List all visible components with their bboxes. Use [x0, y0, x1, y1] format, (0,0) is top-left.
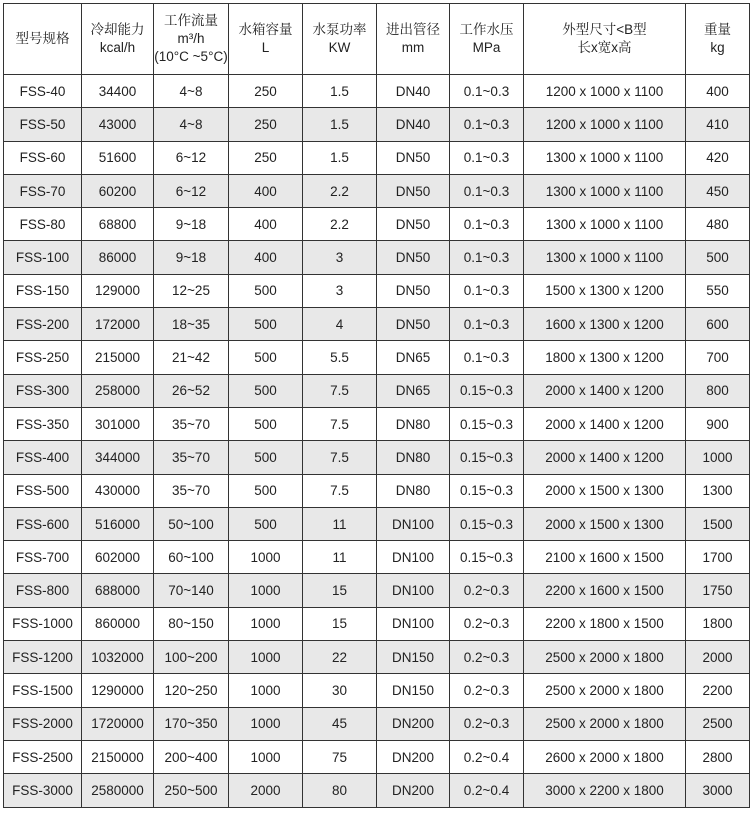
table-row — [4, 75, 750, 108]
cell-tank-capacity: 500 — [229, 507, 303, 540]
header-cooling-capacity-line: kcal/h — [99, 40, 136, 55]
cell-weight: 2000 — [686, 641, 750, 674]
cell-tank-capacity: 1000 — [229, 541, 303, 574]
header-pump-power-line: 水泵功率 — [312, 22, 367, 37]
cell-model: FSS-2000 — [4, 707, 82, 740]
cell-flow-rate: 200~400 — [154, 740, 229, 773]
table-row — [4, 507, 750, 540]
cell-cooling-capacity: 51600 — [82, 141, 154, 174]
cell-pipe-diameter: DN40 — [377, 108, 450, 141]
table-body — [4, 75, 750, 808]
cell-water-pressure: 0.15~0.3 — [450, 374, 524, 407]
table-row — [4, 274, 750, 307]
cell-cooling-capacity: 129000 — [82, 274, 154, 307]
header-model-line: 型号规格 — [15, 31, 70, 46]
table-row — [4, 241, 750, 274]
cell-pump-power: 3 — [303, 241, 377, 274]
cell-water-pressure: 0.2~0.3 — [450, 607, 524, 640]
cell-tank-capacity: 1000 — [229, 641, 303, 674]
cell-pump-power: 7.5 — [303, 441, 377, 474]
cell-dimensions: 2500 x 2000 x 1800 — [524, 707, 686, 740]
cell-model: FSS-70 — [4, 174, 82, 207]
cell-pipe-diameter: DN150 — [377, 674, 450, 707]
cell-flow-rate: 100~200 — [154, 641, 229, 674]
cell-weight: 2800 — [686, 740, 750, 773]
cell-pump-power: 5.5 — [303, 341, 377, 374]
cell-dimensions: 1500 x 1300 x 1200 — [524, 274, 686, 307]
cell-flow-rate: 250~500 — [154, 774, 229, 807]
header-weight — [686, 4, 750, 75]
cell-weight: 2200 — [686, 674, 750, 707]
cell-pump-power: 4 — [303, 308, 377, 341]
cell-weight: 900 — [686, 407, 750, 440]
cell-pipe-diameter: DN80 — [377, 441, 450, 474]
cell-cooling-capacity: 2150000 — [82, 740, 154, 773]
cell-water-pressure: 0.1~0.3 — [450, 141, 524, 174]
cell-weight: 500 — [686, 241, 750, 274]
cell-pump-power: 1.5 — [303, 75, 377, 108]
cell-model: FSS-50 — [4, 108, 82, 141]
cell-pipe-diameter: DN50 — [377, 174, 450, 207]
cell-model: FSS-1500 — [4, 674, 82, 707]
header-cooling-capacity-line: 冷却能力 — [90, 22, 145, 37]
table-row — [4, 740, 750, 773]
header-water-pressure-line: MPa — [472, 40, 501, 55]
cell-model: FSS-600 — [4, 507, 82, 540]
cell-flow-rate: 18~35 — [154, 308, 229, 341]
table-row — [4, 541, 750, 574]
cell-flow-rate: 9~18 — [154, 241, 229, 274]
table-row — [4, 341, 750, 374]
cell-dimensions: 2000 x 1500 x 1300 — [524, 474, 686, 507]
table-row — [4, 174, 750, 207]
cell-weight: 480 — [686, 208, 750, 241]
header-pipe-diameter-line: mm — [401, 40, 425, 55]
table-row — [4, 607, 750, 640]
table-row — [4, 407, 750, 440]
cell-water-pressure: 0.2~0.3 — [450, 674, 524, 707]
header-flow-rate — [154, 4, 229, 75]
header-pump-power-line: KW — [328, 40, 351, 55]
cell-dimensions: 1200 x 1000 x 1100 — [524, 108, 686, 141]
cell-weight: 600 — [686, 308, 750, 341]
cell-pipe-diameter: DN40 — [377, 75, 450, 108]
spec-table — [3, 3, 750, 808]
cell-flow-rate: 6~12 — [154, 174, 229, 207]
cell-model: FSS-200 — [4, 308, 82, 341]
cell-cooling-capacity: 86000 — [82, 241, 154, 274]
cell-tank-capacity: 1000 — [229, 740, 303, 773]
cell-dimensions: 1200 x 1000 x 1100 — [524, 75, 686, 108]
cell-weight: 1000 — [686, 441, 750, 474]
cell-flow-rate: 35~70 — [154, 474, 229, 507]
cell-pump-power: 30 — [303, 674, 377, 707]
header-model — [4, 4, 82, 75]
cell-pump-power: 1.5 — [303, 141, 377, 174]
cell-tank-capacity: 250 — [229, 75, 303, 108]
cell-weight: 400 — [686, 75, 750, 108]
cell-weight: 2500 — [686, 707, 750, 740]
cell-weight: 700 — [686, 341, 750, 374]
cell-tank-capacity: 250 — [229, 141, 303, 174]
cell-water-pressure: 0.1~0.3 — [450, 108, 524, 141]
header-tank-capacity-line: L — [261, 40, 270, 55]
cell-pump-power: 2.2 — [303, 174, 377, 207]
cell-pipe-diameter: DN80 — [377, 407, 450, 440]
cell-weight: 1700 — [686, 541, 750, 574]
cell-pump-power: 3 — [303, 274, 377, 307]
cell-tank-capacity: 250 — [229, 108, 303, 141]
cell-weight: 1800 — [686, 607, 750, 640]
cell-flow-rate: 26~52 — [154, 374, 229, 407]
cell-pump-power: 45 — [303, 707, 377, 740]
table-row — [4, 374, 750, 407]
cell-model: FSS-40 — [4, 75, 82, 108]
cell-dimensions: 2000 x 1400 x 1200 — [524, 441, 686, 474]
cell-dimensions: 2100 x 1600 x 1500 — [524, 541, 686, 574]
cell-flow-rate: 50~100 — [154, 507, 229, 540]
cell-model: FSS-80 — [4, 208, 82, 241]
cell-tank-capacity: 500 — [229, 374, 303, 407]
cell-model: FSS-150 — [4, 274, 82, 307]
cell-weight: 1500 — [686, 507, 750, 540]
cell-pump-power: 7.5 — [303, 374, 377, 407]
header-flow-rate-line: m³/h — [177, 31, 205, 46]
cell-cooling-capacity: 215000 — [82, 341, 154, 374]
cell-cooling-capacity: 516000 — [82, 507, 154, 540]
cell-dimensions: 1300 x 1000 x 1100 — [524, 174, 686, 207]
cell-cooling-capacity: 430000 — [82, 474, 154, 507]
cell-pump-power: 22 — [303, 641, 377, 674]
cell-water-pressure: 0.1~0.3 — [450, 308, 524, 341]
cell-dimensions: 1800 x 1300 x 1200 — [524, 341, 686, 374]
cell-pump-power: 80 — [303, 774, 377, 807]
cell-flow-rate: 21~42 — [154, 341, 229, 374]
table-row — [4, 141, 750, 174]
cell-tank-capacity: 1000 — [229, 707, 303, 740]
cell-tank-capacity: 1000 — [229, 607, 303, 640]
cell-pump-power: 11 — [303, 507, 377, 540]
header-dimensions-line: 外型尺寸<B型 — [562, 22, 647, 37]
cell-water-pressure: 0.15~0.3 — [450, 507, 524, 540]
cell-cooling-capacity: 34400 — [82, 75, 154, 108]
cell-cooling-capacity: 301000 — [82, 407, 154, 440]
cell-tank-capacity: 500 — [229, 274, 303, 307]
cell-tank-capacity: 400 — [229, 241, 303, 274]
cell-model: FSS-350 — [4, 407, 82, 440]
header-pump-power — [303, 4, 377, 75]
cell-pipe-diameter: DN50 — [377, 208, 450, 241]
cell-dimensions: 2200 x 1800 x 1500 — [524, 607, 686, 640]
cell-dimensions: 2000 x 1400 x 1200 — [524, 374, 686, 407]
cell-cooling-capacity: 2580000 — [82, 774, 154, 807]
cell-model: FSS-1000 — [4, 607, 82, 640]
cell-weight: 550 — [686, 274, 750, 307]
cell-model: FSS-800 — [4, 574, 82, 607]
cell-dimensions: 2000 x 1400 x 1200 — [524, 407, 686, 440]
cell-pipe-diameter: DN150 — [377, 641, 450, 674]
cell-weight: 410 — [686, 108, 750, 141]
cell-flow-rate: 70~140 — [154, 574, 229, 607]
cell-water-pressure: 0.2~0.3 — [450, 574, 524, 607]
header-pipe-diameter-line: 进出管径 — [386, 22, 440, 37]
cell-weight: 1750 — [686, 574, 750, 607]
header-dimensions — [524, 4, 686, 75]
cell-pump-power: 1.5 — [303, 108, 377, 141]
cell-tank-capacity: 1000 — [229, 674, 303, 707]
table-row — [4, 441, 750, 474]
cell-water-pressure: 0.2~0.4 — [450, 774, 524, 807]
table-row — [4, 208, 750, 241]
cell-cooling-capacity: 43000 — [82, 108, 154, 141]
cell-flow-rate: 120~250 — [154, 674, 229, 707]
cell-water-pressure: 0.2~0.3 — [450, 641, 524, 674]
cell-water-pressure: 0.1~0.3 — [450, 174, 524, 207]
cell-weight: 3000 — [686, 774, 750, 807]
cell-cooling-capacity: 258000 — [82, 374, 154, 407]
header-tank-capacity-line: 水箱容量 — [238, 22, 293, 37]
header-pipe-diameter — [377, 4, 450, 75]
cell-pipe-diameter: DN100 — [377, 507, 450, 540]
cell-cooling-capacity: 68800 — [82, 208, 154, 241]
header-flow-rate-line: (10°C ~5°C) — [154, 49, 228, 64]
cell-model: FSS-700 — [4, 541, 82, 574]
cell-weight: 800 — [686, 374, 750, 407]
cell-model: FSS-60 — [4, 141, 82, 174]
cell-dimensions: 2500 x 2000 x 1800 — [524, 641, 686, 674]
cell-dimensions: 1600 x 1300 x 1200 — [524, 308, 686, 341]
cell-cooling-capacity: 688000 — [82, 574, 154, 607]
cell-pipe-diameter: DN50 — [377, 141, 450, 174]
header-cooling-capacity — [82, 4, 154, 75]
cell-cooling-capacity: 344000 — [82, 441, 154, 474]
cell-model: FSS-3000 — [4, 774, 82, 807]
cell-dimensions: 2500 x 2000 x 1800 — [524, 674, 686, 707]
cell-cooling-capacity: 1720000 — [82, 707, 154, 740]
cell-pipe-diameter: DN200 — [377, 774, 450, 807]
cell-pump-power: 7.5 — [303, 474, 377, 507]
cell-pump-power: 11 — [303, 541, 377, 574]
cell-model: FSS-250 — [4, 341, 82, 374]
cell-water-pressure: 0.2~0.4 — [450, 740, 524, 773]
cell-model: FSS-1200 — [4, 641, 82, 674]
header-flow-rate-line: 工作流量 — [164, 13, 218, 28]
cell-dimensions: 1300 x 1000 x 1100 — [524, 241, 686, 274]
cell-flow-rate: 4~8 — [154, 108, 229, 141]
table-row — [4, 574, 750, 607]
cell-pipe-diameter: DN50 — [377, 308, 450, 341]
cell-water-pressure: 0.15~0.3 — [450, 541, 524, 574]
cell-pipe-diameter: DN50 — [377, 274, 450, 307]
cell-cooling-capacity: 1032000 — [82, 641, 154, 674]
header-dimensions-line: 长x宽x高 — [577, 40, 632, 55]
cell-pipe-diameter: DN200 — [377, 740, 450, 773]
cell-cooling-capacity: 860000 — [82, 607, 154, 640]
cell-water-pressure: 0.15~0.3 — [450, 407, 524, 440]
cell-tank-capacity: 500 — [229, 474, 303, 507]
cell-weight: 420 — [686, 141, 750, 174]
cell-pipe-diameter: DN100 — [377, 607, 450, 640]
cell-flow-rate: 35~70 — [154, 407, 229, 440]
cell-pump-power: 7.5 — [303, 407, 377, 440]
cell-tank-capacity: 2000 — [229, 774, 303, 807]
cell-water-pressure: 0.1~0.3 — [450, 241, 524, 274]
cell-flow-rate: 6~12 — [154, 141, 229, 174]
cell-water-pressure: 0.15~0.3 — [450, 441, 524, 474]
cell-weight: 1300 — [686, 474, 750, 507]
cell-dimensions: 2200 x 1600 x 1500 — [524, 574, 686, 607]
cell-model: FSS-500 — [4, 474, 82, 507]
cell-dimensions: 3000 x 2200 x 1800 — [524, 774, 686, 807]
cell-water-pressure: 0.1~0.3 — [450, 75, 524, 108]
cell-cooling-capacity: 602000 — [82, 541, 154, 574]
cell-flow-rate: 35~70 — [154, 441, 229, 474]
cell-dimensions: 2000 x 1500 x 1300 — [524, 507, 686, 540]
cell-pipe-diameter: DN50 — [377, 241, 450, 274]
header-weight-line: kg — [710, 40, 725, 55]
cell-tank-capacity: 500 — [229, 308, 303, 341]
cell-flow-rate: 60~100 — [154, 541, 229, 574]
cell-flow-rate: 80~150 — [154, 607, 229, 640]
table-row — [4, 108, 750, 141]
cell-flow-rate: 9~18 — [154, 208, 229, 241]
cell-tank-capacity: 500 — [229, 407, 303, 440]
header-water-pressure — [450, 4, 524, 75]
cell-model: FSS-2500 — [4, 740, 82, 773]
table-row — [4, 774, 750, 807]
cell-model: FSS-300 — [4, 374, 82, 407]
cell-pipe-diameter: DN65 — [377, 374, 450, 407]
cell-dimensions: 1300 x 1000 x 1100 — [524, 208, 686, 241]
cell-pump-power: 75 — [303, 740, 377, 773]
table-row — [4, 707, 750, 740]
cell-pump-power: 15 — [303, 574, 377, 607]
table-row — [4, 641, 750, 674]
cell-model: FSS-400 — [4, 441, 82, 474]
cell-cooling-capacity: 172000 — [82, 308, 154, 341]
cell-model: FSS-100 — [4, 241, 82, 274]
cell-dimensions: 2600 x 2000 x 1800 — [524, 740, 686, 773]
cell-pipe-diameter: DN200 — [377, 707, 450, 740]
cell-water-pressure: 0.1~0.3 — [450, 341, 524, 374]
header-tank-capacity — [229, 4, 303, 75]
cell-tank-capacity: 500 — [229, 441, 303, 474]
cell-pump-power: 2.2 — [303, 208, 377, 241]
cell-weight: 450 — [686, 174, 750, 207]
cell-pipe-diameter: DN100 — [377, 574, 450, 607]
header-weight-line: 重量 — [704, 22, 731, 37]
cell-tank-capacity: 400 — [229, 208, 303, 241]
cell-water-pressure: 0.15~0.3 — [450, 474, 524, 507]
cell-pipe-diameter: DN65 — [377, 341, 450, 374]
header-water-pressure-line: 工作水压 — [459, 22, 514, 37]
cell-pump-power: 15 — [303, 607, 377, 640]
cell-flow-rate: 12~25 — [154, 274, 229, 307]
cell-water-pressure: 0.1~0.3 — [450, 274, 524, 307]
table-row — [4, 474, 750, 507]
cell-flow-rate: 4~8 — [154, 75, 229, 108]
cell-flow-rate: 170~350 — [154, 707, 229, 740]
cell-cooling-capacity: 1290000 — [82, 674, 154, 707]
cell-cooling-capacity: 60200 — [82, 174, 154, 207]
cell-water-pressure: 0.2~0.3 — [450, 707, 524, 740]
cell-tank-capacity: 400 — [229, 174, 303, 207]
cell-tank-capacity: 1000 — [229, 574, 303, 607]
cell-pipe-diameter: DN80 — [377, 474, 450, 507]
cell-dimensions: 1300 x 1000 x 1100 — [524, 141, 686, 174]
table-row — [4, 308, 750, 341]
table-row — [4, 674, 750, 707]
cell-tank-capacity: 500 — [229, 341, 303, 374]
cell-pipe-diameter: DN100 — [377, 541, 450, 574]
cell-water-pressure: 0.1~0.3 — [450, 208, 524, 241]
table-header-row — [4, 4, 750, 75]
